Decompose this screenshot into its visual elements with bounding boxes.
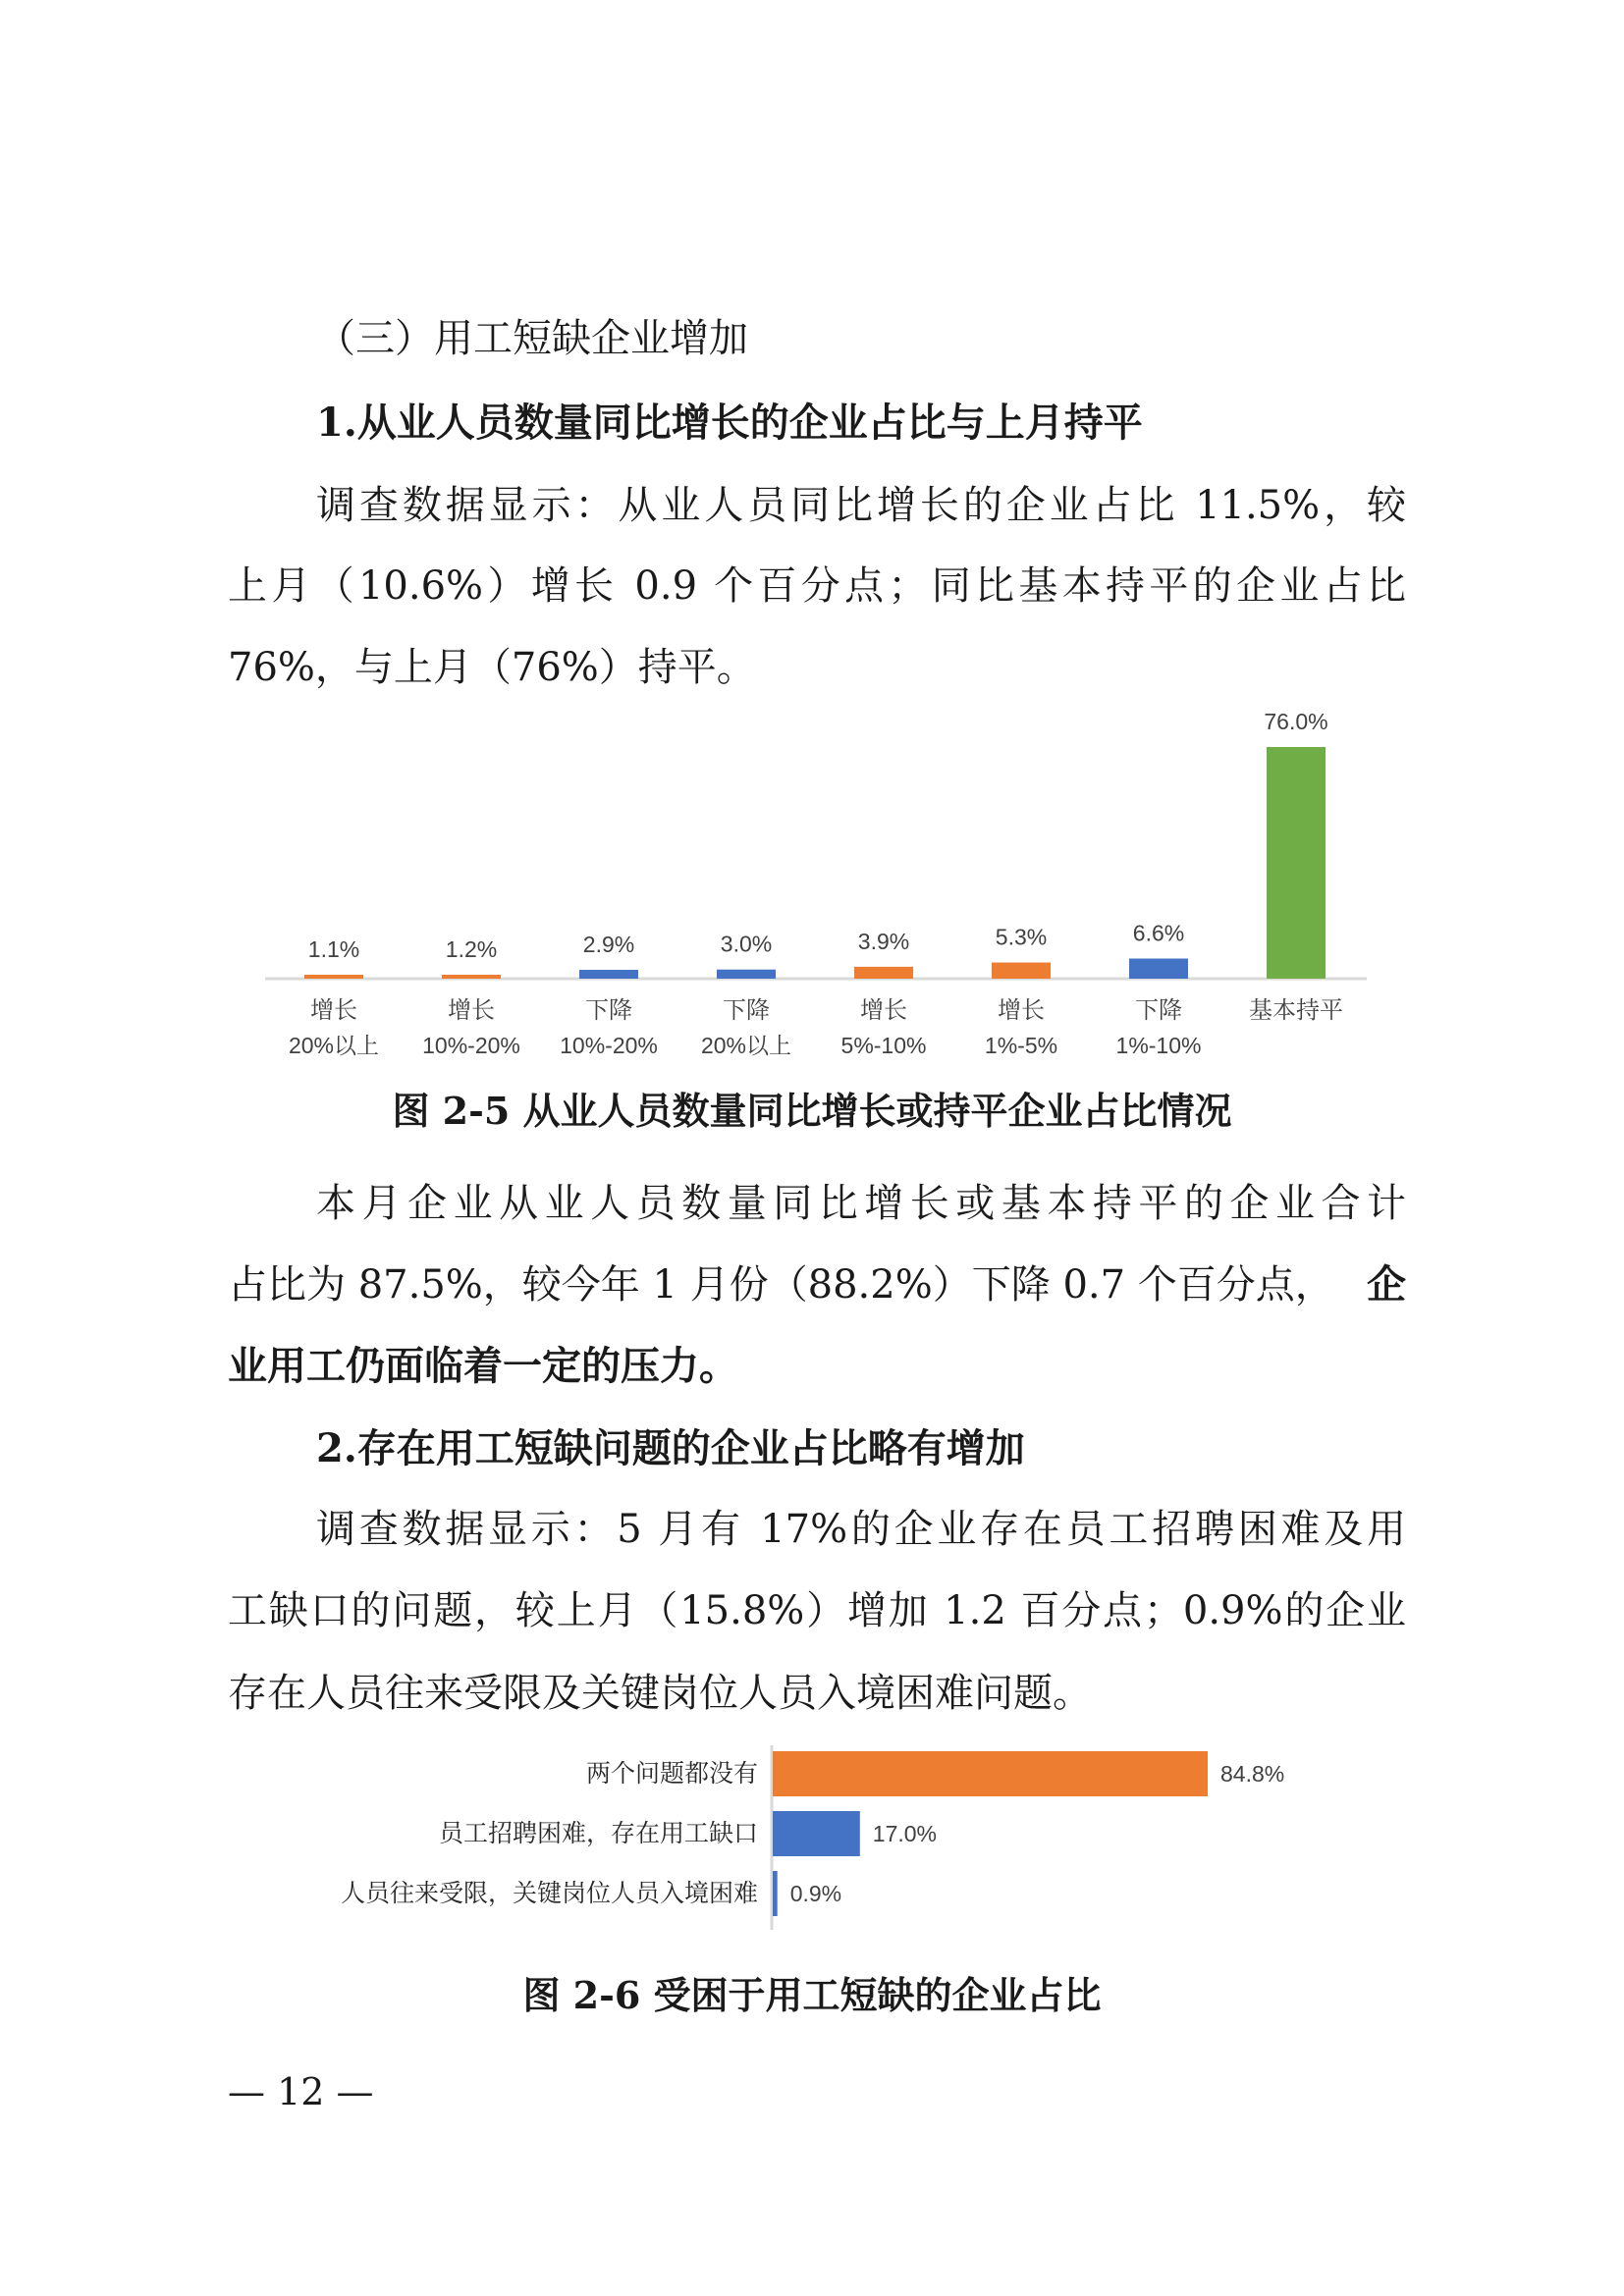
bar-5	[992, 963, 1051, 979]
category-label-2-line1: 下降	[585, 997, 632, 1024]
hbar-category-label-0: 两个问题都没有	[585, 1760, 758, 1788]
category-label-4-line1: 增长	[860, 997, 907, 1024]
hbar-value-label-1: 17.0%	[872, 1821, 938, 1846]
bar-0	[304, 975, 363, 979]
category-label-3-line1: 下降	[723, 997, 770, 1024]
hbar-2	[773, 1871, 778, 1916]
section-heading: （三）用工短缺企业增加	[316, 316, 748, 361]
category-label-7-line1: 基本持平	[1249, 997, 1343, 1024]
para3-line-2: 工缺口的问题，较上月（15.8%）增加 1.2 百分点；0.9%的企业	[228, 1588, 1406, 1633]
hbar-category-label-1: 员工招聘困难，存在用工缺口	[438, 1820, 758, 1847]
para3-line-1: 调查数据显示：5 月有 17%的企业存在员工招聘困难及用	[316, 1507, 1406, 1552]
para1-line-1: 调查数据显示：从业人员同比增长的企业占比 11.5%，较	[316, 483, 1406, 528]
bar-value-label-2: 2.9%	[582, 931, 635, 957]
hbar-1	[773, 1811, 860, 1856]
category-label-6-line1: 下降	[1135, 997, 1182, 1024]
bar-value-label-1: 1.2%	[445, 936, 498, 962]
category-label-0-line1: 增长	[310, 997, 357, 1024]
category-label-1-line1: 增长	[448, 997, 495, 1024]
bar-value-label-3: 3.0%	[720, 931, 773, 957]
bar-value-label-0: 1.1%	[307, 936, 360, 962]
para2-line-2-row	[228, 1257, 1406, 1312]
bar-value-label-5: 5.3%	[995, 924, 1048, 950]
figure-caption-2-5: 图 2-5 从业人员数量同比增长或持平企业占比情况	[392, 1089, 1232, 1133]
bar-2	[579, 970, 638, 979]
para1-line-3: 76%，与上月（76%）持平。	[228, 645, 756, 690]
category-label-2-line2: 10%-20%	[560, 1033, 658, 1058]
category-label-4-line2: 5%-10%	[840, 1033, 927, 1058]
hbar-category-label-2: 人员往来受限，关键岗位人员入境困难	[340, 1880, 758, 1907]
category-label-3-line2: 20%以上	[700, 1033, 792, 1058]
para2-bold-start: 企	[1367, 1262, 1406, 1308]
bar-1	[442, 975, 501, 979]
figure-caption-2-6: 图 2-6 受困于用工短缺的企业占比	[522, 1973, 1102, 2017]
category-label-5-line2: 1%-5%	[984, 1033, 1058, 1058]
para1-line-2: 上月（10.6%）增长 0.9 个百分点；同比基本持平的企业占比	[228, 563, 1406, 609]
hbar-0	[773, 1751, 1208, 1796]
category-label-0-line2: 20%以上	[288, 1033, 380, 1058]
category-label-6-line2: 1%-10%	[1115, 1033, 1202, 1058]
bar-value-label-7: 76.0%	[1264, 709, 1328, 734]
bar-7	[1267, 747, 1326, 979]
subheading-2: 2.存在用工短缺问题的企业占比略有增加	[316, 1425, 1025, 1471]
category-label-5-line1: 增长	[998, 997, 1045, 1024]
page-number: — 12 —	[228, 2070, 374, 2113]
subheading-1: 1.从业人员数量同比增长的企业占比与上月持平	[316, 400, 1143, 446]
bar-value-label-6: 6.6%	[1132, 920, 1185, 946]
para2-line-3: 业用工仍面临着一定的压力。	[228, 1344, 738, 1389]
hbar-value-label-0: 84.8%	[1220, 1761, 1285, 1787]
chart-employee-change	[245, 702, 1394, 1075]
bar-6	[1129, 959, 1188, 979]
hbar-value-label-2: 0.9%	[789, 1881, 842, 1906]
bar-3	[717, 970, 776, 979]
bar-4	[854, 967, 913, 979]
chart-labor-shortage	[245, 1737, 1394, 1934]
para3-line-3: 存在人员往来受限及关键岗位人员入境困难问题。	[228, 1671, 1092, 1716]
category-label-1-line2: 10%-20%	[422, 1033, 520, 1058]
para2-line-2: 占比为 87.5%，较今年 1 月份（88.2%）下降 0.7 个百分点，	[228, 1262, 1334, 1308]
bar-value-label-4: 3.9%	[857, 928, 910, 954]
para2-line-1: 本月企业从业人员数量同比增长或基本持平的企业合计	[316, 1181, 1406, 1226]
